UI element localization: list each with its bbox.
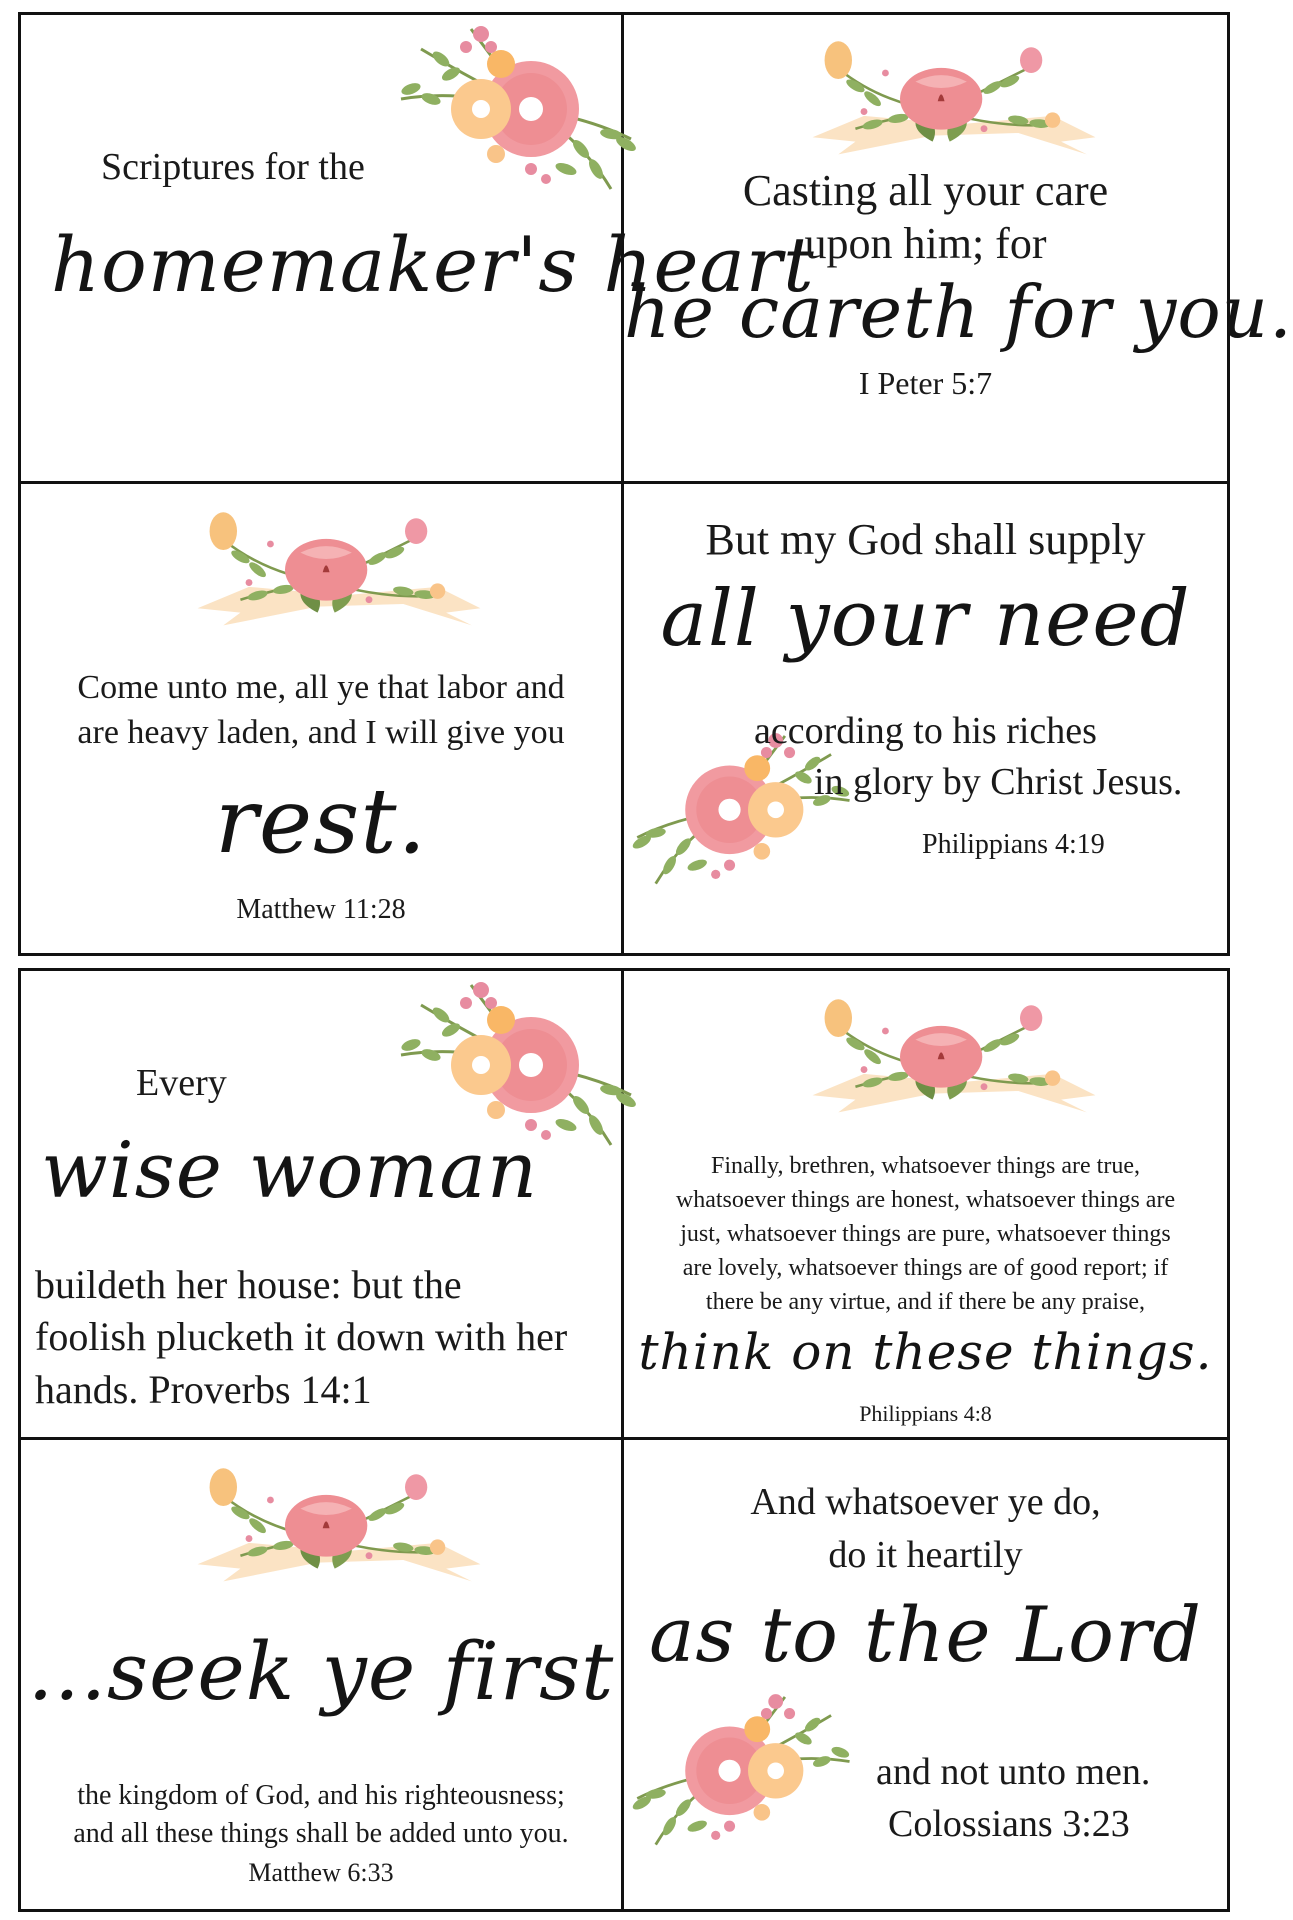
card-verse-line: there be any virtue, and if there be any praise, [705, 1289, 1146, 1315]
card-verse-line: Casting all your care [742, 166, 1109, 215]
card-verse-line: and all these things shall be added unto you. [73, 1818, 569, 1849]
card-intro-text: Every [136, 1062, 227, 1104]
card-homemakers-heart [21, 15, 815, 484]
card-verse-line: just, whatsoever things are pure, whatsoever things [680, 1221, 1171, 1247]
card-philippians-4-8 [624, 971, 1227, 1440]
card-proverbs-14-1 [21, 971, 624, 1440]
floral-bouquet-icon [189, 494, 489, 654]
card-verse-line: hands. Proverbs 14:1 [35, 1367, 372, 1412]
card-reference: Philippians 4:19 [922, 829, 1105, 860]
card-verse-line: foolish plucketh it down with her [35, 1314, 568, 1359]
card-script-phrase: think on these things. [638, 1323, 1213, 1381]
card-verse-line: according to his riches [754, 710, 1097, 752]
card-reference: Colossians 3:23 [888, 1803, 1130, 1845]
card-verse-line: do it heartily [828, 1534, 1023, 1576]
card-verse-line: But my God shall supply [705, 515, 1146, 564]
card-matthew-11-28 [21, 484, 624, 953]
floral-bouquet-icon [804, 981, 1104, 1141]
card-verse-line: Finally, brethren, whatsoever things are true, [711, 1153, 1140, 1179]
card-reference: Matthew 6:33 [248, 1858, 394, 1887]
card-verse-line: Come unto me, all ye that labor and [77, 669, 565, 706]
floral-bouquet-icon [804, 23, 1104, 183]
card-verse-line: the kingdom of God, and his righteousness; [77, 1780, 565, 1811]
card-script-phrase: ...seek ye first [27, 1625, 615, 1718]
card-verse-line: are heavy laden, and I will give you [77, 714, 565, 751]
card-sheet-top [18, 12, 1293, 956]
card-peter-5-7 [624, 15, 1293, 484]
floral-bouquet-icon [381, 19, 641, 219]
card-verse-line: buildeth her house: but the [35, 1262, 462, 1307]
card-sheet-bottom [18, 968, 1230, 1912]
card-reference: I Peter 5:7 [858, 365, 993, 401]
card-intro-text: Scriptures for the [101, 146, 365, 188]
card-verse-line: And whatsoever ye do, [750, 1481, 1101, 1523]
card-script-phrase: he careth for you. [624, 270, 1293, 354]
card-verse-line: in glory by Christ Jesus. [814, 761, 1183, 803]
card-script-phrase: wise woman [41, 1126, 539, 1216]
card-matthew-6-33 [21, 1440, 624, 1909]
card-verse-line: whatsoever things are honest, whatsoever things are [675, 1187, 1176, 1213]
card-colossians-3-23 [624, 1440, 1227, 1909]
card-reference: Matthew 11:28 [236, 894, 406, 925]
floral-bouquet-icon [628, 1685, 868, 1875]
floral-bouquet-icon [189, 1450, 489, 1610]
card-reference: Philippians 4:8 [859, 1401, 992, 1426]
card-script-phrase: rest. [214, 769, 428, 874]
card-verse-line: and not unto men. [876, 1751, 1151, 1793]
card-script-phrase: all your need [660, 574, 1191, 664]
card-script-phrase: homemaker's heart [51, 220, 815, 309]
card-verse-line: upon him; for [804, 219, 1047, 268]
card-philippians-4-19 [624, 484, 1227, 953]
card-script-phrase: as to the Lord [649, 1590, 1202, 1679]
card-verse-line: are lovely, whatsoever things are of good report; if [682, 1255, 1169, 1281]
